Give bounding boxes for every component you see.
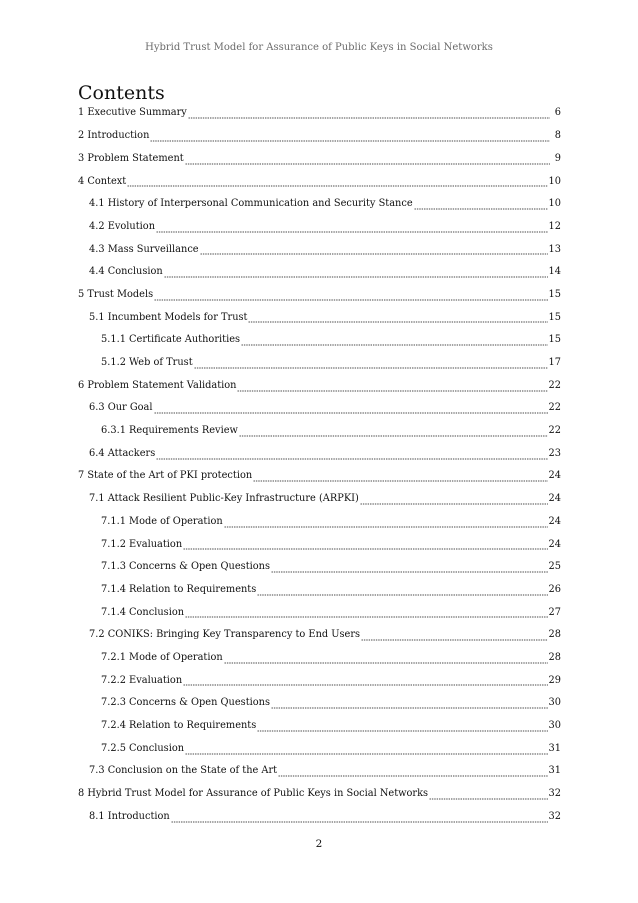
dot-leader — [183, 543, 547, 551]
toc-entry[interactable] — [78, 284, 561, 307]
page-number: 2 — [315, 838, 323, 850]
toc-entry-page: 15 — [548, 288, 561, 300]
toc-entry[interactable] — [78, 465, 561, 488]
dot-leader — [156, 452, 547, 460]
toc-entry-title: 7.2.3 Concerns & Open Questions — [101, 697, 270, 709]
toc-entry-page: 22 — [548, 425, 561, 437]
dot-leader — [237, 384, 547, 392]
toc-entry[interactable] — [78, 510, 561, 533]
toc-entry-title: 4.1 History of Interpersonal Communication and Security Stance — [89, 198, 413, 210]
toc-entry-title: 7.1.1 Mode of Operation — [101, 515, 223, 527]
toc-entry[interactable] — [78, 715, 561, 738]
toc-entry[interactable] — [78, 147, 561, 170]
toc-entry[interactable] — [78, 193, 561, 216]
toc-entry[interactable] — [78, 397, 561, 420]
toc-entry-page: 14 — [548, 266, 561, 278]
table-of-contents — [78, 102, 561, 828]
toc-entry-page: 15 — [548, 311, 561, 323]
toc-entry-page: 8 — [554, 130, 561, 142]
toc-entry[interactable] — [78, 102, 561, 125]
dot-leader — [164, 271, 548, 279]
dot-leader — [239, 429, 548, 437]
toc-entry-title: 5.1.1 Certificate Authorities — [101, 334, 241, 346]
toc-entry-title: 3 Problem Statement — [78, 152, 184, 164]
toc-entry-page: 15 — [548, 334, 561, 346]
toc-entry-title: 7.1.2 Evaluation — [101, 538, 183, 550]
toc-entry-page: 28 — [548, 651, 561, 663]
toc-entry[interactable] — [78, 533, 561, 556]
toc-entry[interactable] — [78, 669, 561, 692]
toc-entry-page: 30 — [548, 697, 561, 709]
dot-leader — [154, 293, 547, 301]
toc-entry-title: 7.2 CONIKS: Bringing Key Transparency to End Users — [89, 629, 361, 641]
dot-leader — [253, 475, 547, 483]
toc-entry[interactable] — [78, 215, 561, 238]
toc-entry-title: 7.2.5 Conclusion — [101, 742, 185, 754]
toc-entry-title: 2 Introduction — [78, 130, 150, 142]
toc-entry-title: 7.2.1 Mode of Operation — [101, 651, 223, 663]
dot-leader — [127, 180, 547, 188]
toc-entry-title: 4.2 Evolution — [89, 220, 155, 232]
contents-heading: Contents — [78, 82, 165, 104]
dot-leader — [429, 792, 547, 800]
dot-leader — [185, 157, 550, 165]
toc-entry-page: 26 — [548, 583, 561, 595]
dot-leader — [183, 679, 547, 687]
toc-entry[interactable] — [78, 647, 561, 670]
toc-entry[interactable] — [78, 783, 561, 806]
toc-entry[interactable] — [78, 601, 561, 624]
toc-entry-title: 7.2.4 Relation to Requirements — [101, 720, 257, 731]
dot-leader — [241, 339, 547, 347]
toc-entry-title: 7.1.4 Conclusion — [101, 606, 185, 618]
dot-leader — [224, 520, 548, 528]
toc-entry-title: 7.3 Conclusion on the State of the Art — [89, 765, 278, 777]
dot-leader — [278, 770, 547, 778]
dot-leader — [257, 724, 547, 732]
toc-entry[interactable] — [78, 238, 561, 261]
toc-entry-page: 28 — [548, 629, 561, 641]
toc-entry-title: 6.4 Attackers — [89, 447, 156, 459]
toc-entry-title: 5.1.2 Web of Trust — [101, 357, 193, 368]
dot-leader — [414, 202, 548, 210]
toc-entry-page: 31 — [548, 742, 561, 754]
toc-entry-page: 24 — [548, 493, 561, 505]
toc-entry[interactable] — [78, 578, 561, 601]
toc-entry-page: 31 — [548, 765, 561, 777]
toc-entry[interactable] — [78, 488, 561, 511]
toc-entry-page: 24 — [548, 538, 561, 550]
dot-leader — [194, 361, 548, 369]
toc-entry[interactable] — [78, 329, 561, 352]
toc-entry-page: 30 — [548, 720, 561, 731]
dot-leader — [271, 702, 548, 710]
toc-entry-title: 7.2.2 Evaluation — [101, 674, 183, 686]
toc-entry[interactable] — [78, 624, 561, 647]
toc-entry[interactable] — [78, 760, 561, 783]
toc-entry[interactable] — [78, 805, 561, 828]
toc-entry-page: 9 — [554, 152, 561, 164]
running-header: Hybrid Trust Model for Assurance of Public Keys in Social Networks — [145, 42, 493, 53]
toc-entry-title: 7 State of the Art of PKI protection — [78, 470, 253, 482]
toc-entry-page: 6 — [554, 107, 561, 119]
toc-entry-title: 8 Hybrid Trust Model for Assurance of Public Keys in Social Networks — [78, 788, 429, 800]
toc-entry-page: 24 — [548, 470, 561, 482]
toc-entry-title: 7.1.4 Relation to Requirements — [101, 583, 257, 595]
toc-entry-page: 24 — [548, 515, 561, 527]
toc-entry[interactable] — [78, 737, 561, 760]
toc-entry-page: 32 — [548, 788, 561, 800]
dot-leader — [248, 316, 547, 324]
toc-entry-title: 1 Executive Summary — [78, 107, 187, 119]
dot-leader — [185, 611, 547, 619]
dot-leader — [156, 225, 548, 233]
toc-entry-page: 13 — [548, 243, 561, 255]
toc-entry[interactable] — [78, 125, 561, 148]
toc-entry-title: 4 Context — [78, 175, 127, 187]
toc-entry-title: 7.1.3 Concerns & Open Questions — [101, 561, 270, 573]
toc-entry[interactable] — [78, 442, 561, 465]
dot-leader — [171, 815, 548, 823]
toc-entry-page: 25 — [548, 561, 561, 573]
dot-leader — [188, 112, 550, 120]
toc-entry-page: 10 — [548, 198, 561, 210]
toc-entry[interactable] — [78, 261, 561, 284]
toc-entry[interactable] — [78, 374, 561, 397]
toc-entry-page: 22 — [548, 402, 561, 414]
toc-entry-title: 5 Trust Models — [78, 288, 154, 300]
toc-entry-page: 10 — [548, 175, 561, 187]
toc-entry-title: 7.1 Attack Resilient Public-Key Infrastructure (ARPKI) — [89, 493, 359, 505]
dot-leader — [200, 248, 548, 256]
dot-leader — [224, 656, 548, 664]
toc-entry-page: 17 — [548, 357, 561, 368]
toc-entry-page: 32 — [548, 810, 561, 822]
dot-leader — [360, 497, 548, 505]
toc-entry-page: 12 — [548, 220, 561, 232]
toc-entry-title: 4.3 Mass Surveillance — [89, 243, 199, 255]
toc-entry[interactable] — [78, 556, 561, 579]
toc-entry-title: 6.3.1 Requirements Review — [101, 425, 238, 437]
toc-entry[interactable] — [78, 352, 561, 375]
dot-leader — [150, 134, 550, 142]
dot-leader — [154, 407, 548, 415]
dot-leader — [185, 747, 547, 755]
toc-entry-page: 27 — [548, 606, 561, 618]
toc-entry[interactable] — [78, 306, 561, 329]
toc-entry-title: 5.1 Incumbent Models for Trust — [89, 311, 248, 323]
dot-leader — [257, 588, 547, 596]
toc-entry-title: 6.3 Our Goal — [89, 402, 153, 414]
dot-leader — [271, 565, 548, 573]
toc-entry-title: 8.1 Introduction — [89, 810, 170, 822]
toc-entry-title: 4.4 Conclusion — [89, 266, 163, 278]
toc-entry-title: 6 Problem Statement Validation — [78, 379, 237, 391]
toc-entry-page: 22 — [548, 379, 561, 391]
toc-entry[interactable] — [78, 692, 561, 715]
dot-leader — [361, 634, 547, 642]
toc-entry-page: 23 — [548, 447, 561, 459]
toc-entry[interactable] — [78, 420, 561, 443]
toc-entry-page: 29 — [548, 674, 561, 686]
toc-entry[interactable] — [78, 170, 561, 193]
